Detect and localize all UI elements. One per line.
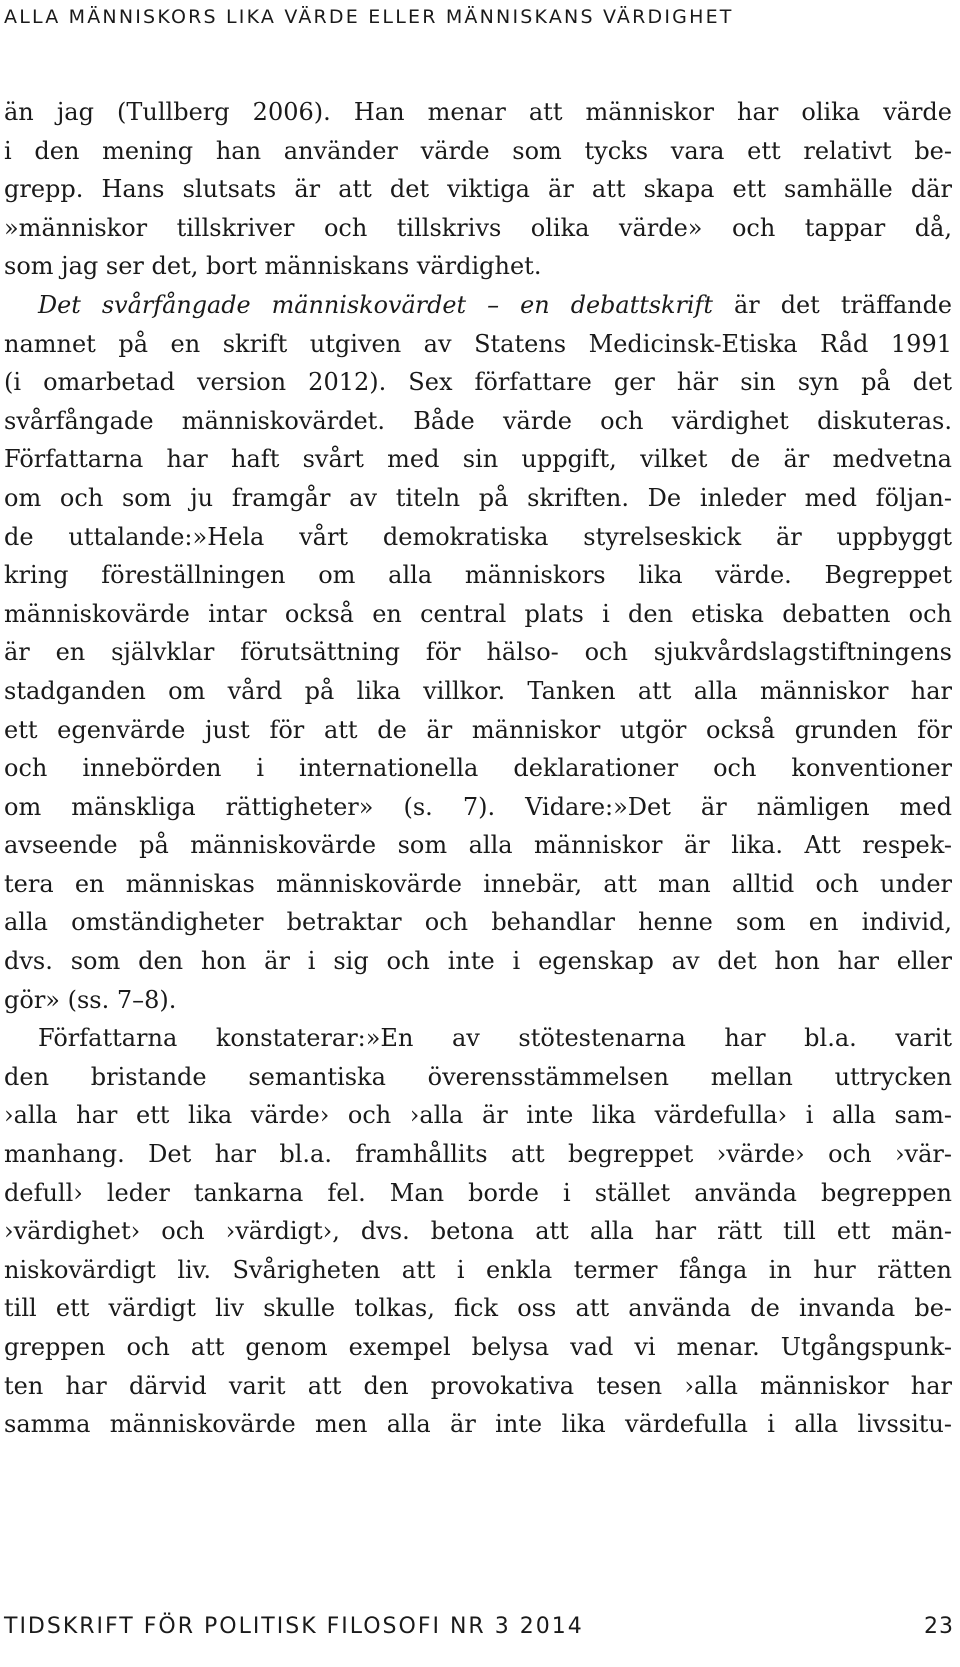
text-line: och innebörden i internationella deklarationer och konventioner [4,754,952,783]
text-line: greppen och att genom exempel belysa vad vi menar. Utgångspunk- [4,1333,952,1361]
text-line: i den mening han använder värde som tycks vara ett relativt be- [4,136,952,165]
text-line: ›alla har ett lika värde› och ›alla är inte lika värdefulla› i alla sam- [4,1101,952,1130]
text-line: »människor tillskriver och tillskrivs olika värde» och tappar då, [4,213,952,242]
text-line: (i omarbetad version 2012). Sex författare ger här sin syn på det [4,368,952,397]
text-line: defull› leder tankarna fel. Man borde i stället använda begreppen [4,1178,952,1207]
page-footer [4,1614,954,1639]
text-line: ten har därvid varit att den provokativa tesen ›alla människor har [4,1371,952,1400]
text-line: alla omständigheter betraktar och behandlar henne som en individ, [4,908,952,937]
text-line: till ett värdigt liv skulle tolkas, fick oss att använda de invanda be- [4,1294,952,1323]
text-line: de uttalande:»Hela vårt demokratiska styrelseskick är uppbyggt [4,522,952,551]
text-line: Författarna konstaterar:»En av stötestenarna har bl.a. varit [38,1024,952,1053]
text-line: om och som ju framgår av titeln på skriften. De inleder med följan- [4,483,952,512]
running-head: ALLA MÄNNISKORS LIKA VÄRDE ELLER MÄNNISKANS VÄRDIGHET [4,6,734,28]
text-line: namnet på en skrift utgiven av Statens Medicinsk-Etiska Råd 1991 [4,329,952,358]
text-line: dvs. som den hon är i sig och inte i egenskap av det hon har eller [4,947,952,976]
text-fragment: är det träffande [712,290,952,319]
text-line: tera en människas människovärde innebär, att man alltid och under [4,869,952,898]
text-line: kring föreställningen om alla människors lika värde. Begreppet [4,561,952,590]
text-line: niskovärdigt liv. Svårigheten att i enkla termer fånga in hur rätten [4,1255,952,1284]
text-line [4,286,952,325]
text-line: är en självklar förutsättning för hälso- och sjukvårdslagstiftningens [4,638,952,667]
journal-name: TIDSKRIFT FÖR POLITISK FILOSOFI NR 3 2014 [4,1614,584,1639]
text-line: samma människovärde men alla är inte lika värdefulla i alla livssitu- [4,1410,952,1439]
text-line: gör» (ss. 7–8). [4,985,177,1014]
text-line: stadganden om vård på lika villkor. Tanken att alla människor har [4,676,952,705]
text-line: grepp. Hans slutsats är att det viktiga är att skapa ett samhälle där [4,175,952,204]
text-line: än jag (Tullberg 2006). Han menar att människor har olika värde [4,98,952,126]
book-title: Det svårfångade människovärdet – en debattskrift [38,290,713,319]
text-line: människovärde intar också en central plats i den etiska debatten och [4,599,952,628]
text-line: ett egenvärde just för att de är människor utgör också grunden för [4,715,952,744]
text-line: Författarna har haft svårt med sin uppgift, vilket de är medvetna [4,445,952,474]
body-text [4,93,952,1444]
text-line: avseende på människovärde som alla människor är lika. Att respek- [4,831,952,860]
text-line: om mänskliga rättigheter» (s. 7). Vidare:»Det är nämligen med [4,792,952,821]
text-line: som jag ser det, bort människans värdighet. [4,252,542,281]
page-number: 23 [924,1614,954,1639]
text-line: ›värdighet› och ›värdigt›, dvs. betona att alla har rätt till ett män- [4,1217,952,1246]
text-line: den bristande semantiska överensstämmelsen mellan uttrycken [4,1062,952,1091]
text-line: manhang. Det har bl.a. framhållits att begreppet ›värde› och ›vär- [4,1140,952,1169]
text-line: svårfångade människovärdet. Både värde och värdighet diskuteras. [4,406,952,435]
